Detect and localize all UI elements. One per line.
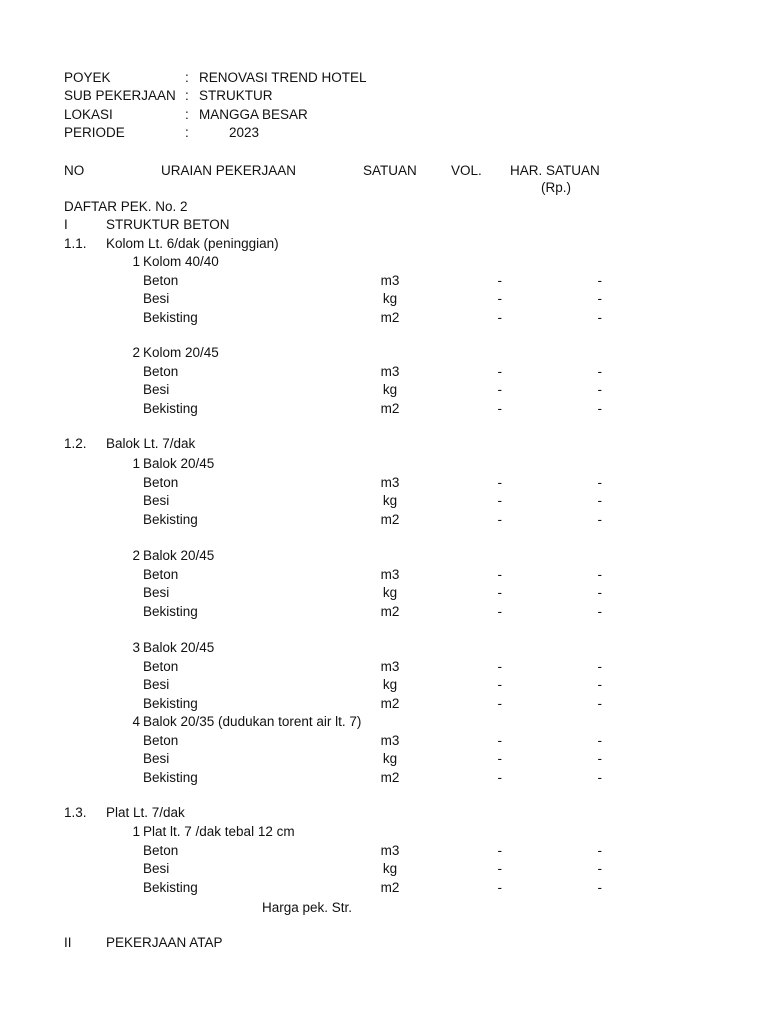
material-label: Bekisting <box>143 310 198 325</box>
volume-cell: - <box>497 843 502 858</box>
volume-cell: - <box>497 475 502 490</box>
project-colon: : <box>185 70 189 85</box>
subtotal-label: Harga pek. Str. <box>262 900 353 915</box>
item-title: Balok 20/45 <box>143 548 215 563</box>
col-volume: VOL. <box>451 163 482 178</box>
item-number: 1 <box>132 254 140 269</box>
material-label: Besi <box>143 382 170 397</box>
price-cell: - <box>597 604 602 619</box>
unit-cell: m3 <box>380 733 400 748</box>
price-cell: - <box>597 880 602 895</box>
material-label: Besi <box>143 291 170 306</box>
volume-cell: - <box>497 512 502 527</box>
material-label: Bekisting <box>143 880 198 895</box>
subsection-number: 1.1. <box>64 236 87 251</box>
volume-cell: - <box>497 401 502 416</box>
volume-cell: - <box>497 880 502 895</box>
material-label: Besi <box>143 493 170 508</box>
project-label: POYEK <box>64 70 111 85</box>
material-label: Besi <box>143 585 170 600</box>
price-cell: - <box>597 401 602 416</box>
period-label: PERIODE <box>64 125 125 140</box>
price-cell: - <box>597 770 602 785</box>
material-label: Beton <box>143 843 179 858</box>
volume-cell: - <box>497 291 502 306</box>
volume-cell: - <box>497 493 502 508</box>
unit-cell: m3 <box>380 475 400 490</box>
unit-cell: m3 <box>380 843 400 858</box>
unit-cell: kg <box>382 493 398 508</box>
item-number: 1 <box>132 824 140 839</box>
item-number: 2 <box>132 345 140 360</box>
subsection-number: 1.3. <box>64 805 87 820</box>
sub-work-label: SUB PEKERJAAN <box>64 88 176 103</box>
section-number: I <box>64 217 68 232</box>
material-label: Besi <box>143 861 170 876</box>
material-label: Beton <box>143 733 179 748</box>
col-description: URAIAN PEKERJAAN <box>161 163 297 178</box>
volume-cell: - <box>497 382 502 397</box>
price-cell: - <box>597 659 602 674</box>
unit-cell: m2 <box>380 696 400 711</box>
volume-cell: - <box>497 861 502 876</box>
price-cell: - <box>597 733 602 748</box>
material-label: Besi <box>143 677 170 692</box>
subsection-number: 1.2. <box>64 436 87 451</box>
price-cell: - <box>597 843 602 858</box>
col-unit-price-sub: (Rp.) <box>541 180 571 195</box>
volume-cell: - <box>497 696 502 711</box>
item-title: Balok 20/35 (dudukan torent air lt. 7) <box>143 714 362 729</box>
price-cell: - <box>597 310 602 325</box>
unit-cell: m3 <box>380 364 400 379</box>
volume-cell: - <box>497 751 502 766</box>
material-label: Beton <box>143 659 179 674</box>
unit-cell: kg <box>382 677 398 692</box>
period-colon: : <box>185 125 189 140</box>
item-number: 1 <box>132 456 140 471</box>
price-cell: - <box>597 493 602 508</box>
unit-cell: m3 <box>380 659 400 674</box>
volume-cell: - <box>497 273 502 288</box>
material-label: Beton <box>143 364 179 379</box>
volume-cell: - <box>497 310 502 325</box>
price-cell: - <box>597 273 602 288</box>
price-cell: - <box>597 382 602 397</box>
unit-cell: m2 <box>380 880 400 895</box>
unit-cell: kg <box>382 751 398 766</box>
item-title: Kolom 40/40 <box>143 254 219 269</box>
sub-work-value: STRUKTUR <box>199 88 273 103</box>
col-unit-price: HAR. SATUAN <box>510 163 600 178</box>
subsection-title: Balok Lt. 7/dak <box>106 436 196 451</box>
unit-cell: kg <box>382 585 398 600</box>
period-value: 2023 <box>229 125 260 140</box>
volume-cell: - <box>497 364 502 379</box>
price-cell: - <box>597 475 602 490</box>
material-label: Bekisting <box>143 770 198 785</box>
project-value: RENOVASI TREND HOTEL <box>199 70 367 85</box>
list-title: DAFTAR PEK. No. 2 <box>64 199 188 214</box>
volume-cell: - <box>497 585 502 600</box>
material-label: Besi <box>143 751 170 766</box>
price-cell: - <box>597 861 602 876</box>
sub-work-colon: : <box>185 88 189 103</box>
item-title: Plat lt. 7 /dak tebal 12 cm <box>143 824 295 839</box>
material-label: Beton <box>143 567 179 582</box>
col-no: NO <box>64 163 85 178</box>
material-label: Bekisting <box>143 696 198 711</box>
price-cell: - <box>597 677 602 692</box>
volume-cell: - <box>497 567 502 582</box>
material-label: Beton <box>143 475 179 490</box>
volume-cell: - <box>497 770 502 785</box>
material-label: Bekisting <box>143 512 198 527</box>
price-cell: - <box>597 751 602 766</box>
volume-cell: - <box>497 677 502 692</box>
location-label: LOKASI <box>64 107 113 122</box>
item-number: 4 <box>132 714 140 729</box>
unit-cell: kg <box>382 291 398 306</box>
price-cell: - <box>597 364 602 379</box>
item-title: Balok 20/45 <box>143 456 215 471</box>
section-title: STRUKTUR BETON <box>106 217 230 232</box>
material-label: Bekisting <box>143 401 198 416</box>
subsection-title: Kolom Lt. 6/dak (peninggian) <box>106 236 279 251</box>
material-label: Beton <box>143 273 179 288</box>
unit-cell: m2 <box>380 604 400 619</box>
section-number: II <box>64 935 72 950</box>
volume-cell: - <box>497 604 502 619</box>
item-title: Balok 20/45 <box>143 640 215 655</box>
unit-cell: kg <box>382 861 398 876</box>
subsection-title: Plat Lt. 7/dak <box>106 805 185 820</box>
price-cell: - <box>597 567 602 582</box>
volume-cell: - <box>497 659 502 674</box>
section-title: PEKERJAAN ATAP <box>106 935 223 950</box>
item-title: Kolom 20/45 <box>143 345 219 360</box>
unit-cell: m3 <box>380 273 400 288</box>
item-number: 3 <box>132 640 140 655</box>
price-cell: - <box>597 291 602 306</box>
price-cell: - <box>597 696 602 711</box>
material-label: Bekisting <box>143 604 198 619</box>
volume-cell: - <box>497 733 502 748</box>
price-cell: - <box>597 512 602 527</box>
price-cell: - <box>597 585 602 600</box>
col-unit: SATUAN <box>363 163 417 178</box>
unit-cell: m2 <box>380 512 400 527</box>
unit-cell: m2 <box>380 770 400 785</box>
unit-cell: m3 <box>380 567 400 582</box>
location-colon: : <box>185 107 189 122</box>
unit-cell: m2 <box>380 310 400 325</box>
unit-cell: kg <box>382 382 398 397</box>
unit-cell: m2 <box>380 401 400 416</box>
location-value: MANGGA BESAR <box>199 107 308 122</box>
item-number: 2 <box>132 548 140 563</box>
